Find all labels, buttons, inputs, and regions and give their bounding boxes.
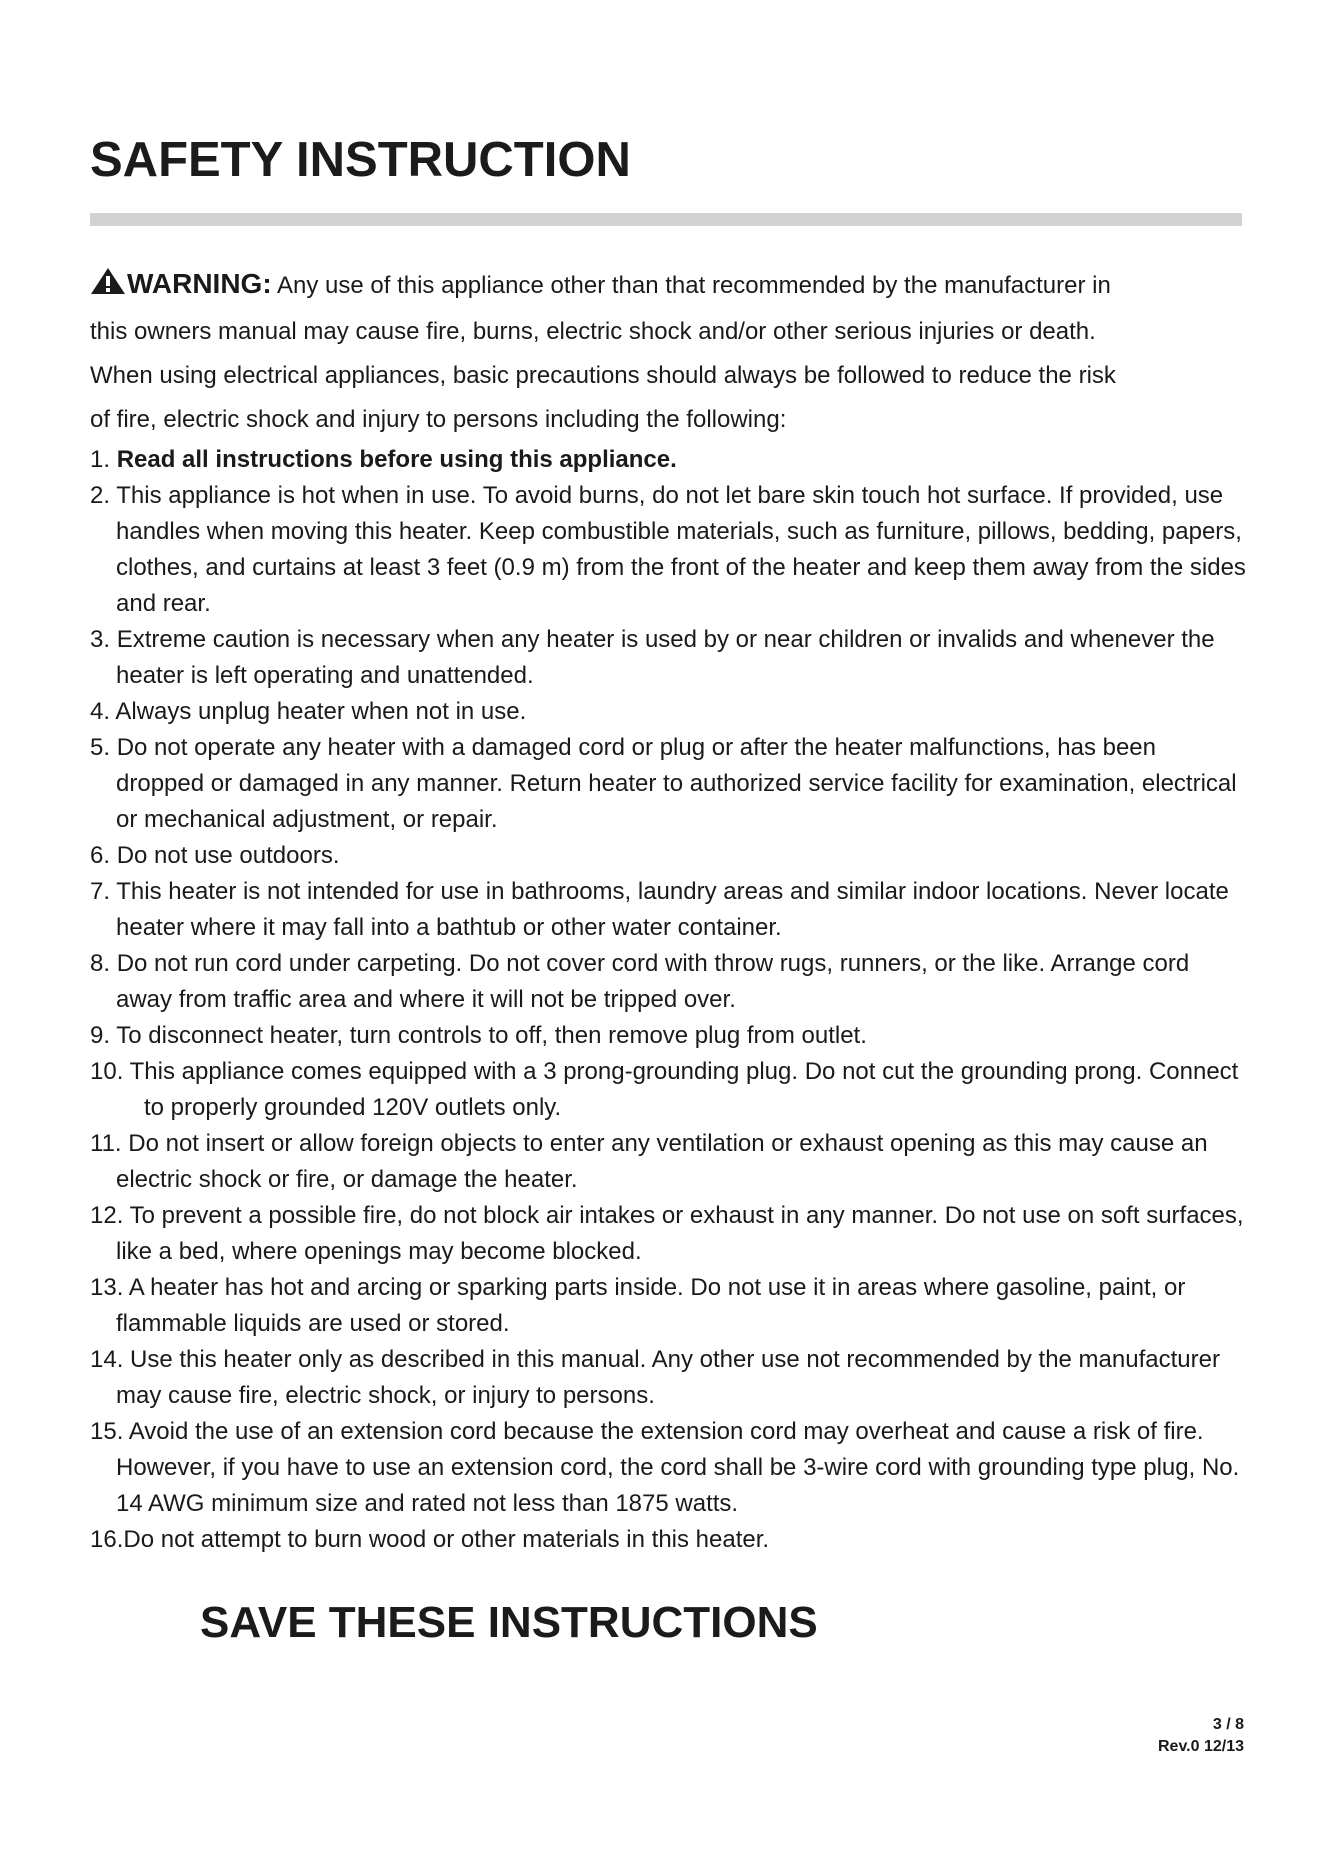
page-footer [1158, 1714, 1244, 1758]
item-number: 16. [90, 1526, 124, 1553]
safety-item-3 [90, 622, 1250, 694]
warning-statement [90, 262, 1250, 310]
item-number: 10. [90, 1058, 130, 1085]
item-number: 8. [90, 950, 117, 977]
item-number: 6. [90, 842, 117, 869]
item-text: Extreme caution is necessary when any heater is used by or near children or invalids and whenever the heater is left operating and unattended. [116, 626, 1215, 689]
item-number: 15. [90, 1418, 129, 1445]
safety-item-1 [90, 442, 1250, 478]
safety-item-14 [90, 1342, 1250, 1414]
save-instructions-heading: SAVE THESE INSTRUCTIONS [200, 1598, 818, 1647]
item-text: Do not use outdoors. [116, 842, 340, 869]
safety-item-6 [90, 838, 1250, 874]
item-text: A heater has hot and arcing or sparking parts inside. Do not use it in areas where gasoline, paint, or flammable liquids are used or stored. [116, 1274, 1186, 1337]
page-number: 3 / 8 [1212, 1716, 1244, 1733]
item-text: Avoid the use of an extension cord because the extension cord may overheat and cause a risk of fire. However, if you have to use an extension cord, the cord shall be 3-wire cord with grounding type plug, No. 14 AWG minimum size and rated not less than 1875 watts. [116, 1418, 1240, 1517]
safety-item-4 [90, 694, 1250, 730]
item-number: 2. [90, 482, 117, 509]
item-text: Do not operate any heater with a damaged cord or plug or after the heater malfunctions, has been dropped or damaged in any manner. Return heater to authorized service facility for examination, electrical or mechanical adjustment, or repair. [116, 734, 1237, 833]
item-text: Do not run cord under carpeting. Do not cover cord with throw rugs, runners, or the like. Arrange cord away from traffic area and where it will not be tripped over. [116, 950, 1190, 1013]
warning-triangle-icon [90, 266, 126, 310]
item-number: 9. [90, 1022, 117, 1049]
warning-intro-1: this owners manual may cause fire, burns, electric shock and/or other serious injuries or death. [90, 318, 1096, 345]
safety-item-12 [90, 1198, 1250, 1270]
item-number: 1. [90, 446, 117, 473]
safety-item-7 [90, 874, 1250, 946]
warning-label: WARNING: [127, 268, 272, 299]
item-text: Use this heater only as described in this manual. Any other use not recommended by the manufacturer may cause fire, electric shock, or injury to persons. [116, 1346, 1220, 1409]
warning-intro-2: When using electrical appliances, basic precautions should always be followed to reduce the risk [90, 362, 1116, 389]
safety-item-16 [90, 1522, 1250, 1558]
item-text: This appliance is hot when in use. To avoid burns, do not let bare skin touch hot surface. If provided, use handles when moving this heater. Keep combustible materials, such as furniture, pillows, bedding, papers, clothes, and curtains at least 3 feet (0.9 m) from the front of the heater and keep them away from the sides and rear. [116, 482, 1246, 617]
item-number: 12. [90, 1202, 130, 1229]
safety-item-8 [90, 946, 1250, 1018]
item-text: Always unplug heater when not in use. [115, 698, 527, 725]
item-number: 4. [90, 698, 116, 725]
safety-item-15 [90, 1414, 1250, 1522]
safety-item-11 [90, 1126, 1250, 1198]
item-text: This appliance comes equipped with a 3 prong-grounding plug. Do not cut the grounding prong. Connect to properly grounded 120V outlets only. [129, 1058, 1239, 1121]
item-text: To prevent a possible fire, do not block air intakes or exhaust in any manner. Do not use on soft surfaces, like a bed, where openings may become blocked. [116, 1202, 1244, 1265]
safety-item-5 [90, 730, 1250, 838]
item-text: Read all instructions before using this appliance. [116, 446, 677, 473]
safety-item-13 [90, 1270, 1250, 1342]
item-text: Do not insert or allow foreign objects to enter any ventilation or exhaust opening as this may cause an electric shock or fire, or damage the heater. [116, 1130, 1208, 1193]
item-text: To disconnect heater, turn controls to off, then remove plug from outlet. [116, 1022, 867, 1049]
warning-lead: Any use of this appliance other than that recommended by the manufacturer in [271, 272, 1111, 299]
safety-item-2 [90, 478, 1250, 622]
revision-label: Rev.0 12/13 [1158, 1738, 1244, 1755]
item-number: 5. [90, 734, 117, 761]
item-number: 13. [90, 1274, 129, 1301]
item-text: Do not attempt to burn wood or other materials in this heater. [123, 1526, 770, 1553]
safety-item-10 [90, 1054, 1250, 1126]
page-title: SAFETY INSTRUCTION [90, 133, 631, 187]
item-number: 14. [90, 1346, 131, 1373]
warning-intro-3: of fire, electric shock and injury to persons including the following: [90, 406, 787, 433]
title-divider [90, 213, 1242, 226]
safety-list [90, 442, 1250, 1558]
safety-content [90, 262, 1250, 1558]
item-number: 3. [90, 626, 117, 653]
item-text: This heater is not intended for use in bathrooms, laundry areas and similar indoor locations. Never locate heater where it may fall into a bathtub or other water container. [116, 878, 1229, 941]
safety-item-9 [90, 1018, 1250, 1054]
item-number: 7. [90, 878, 117, 905]
item-number: 11. [90, 1130, 129, 1157]
